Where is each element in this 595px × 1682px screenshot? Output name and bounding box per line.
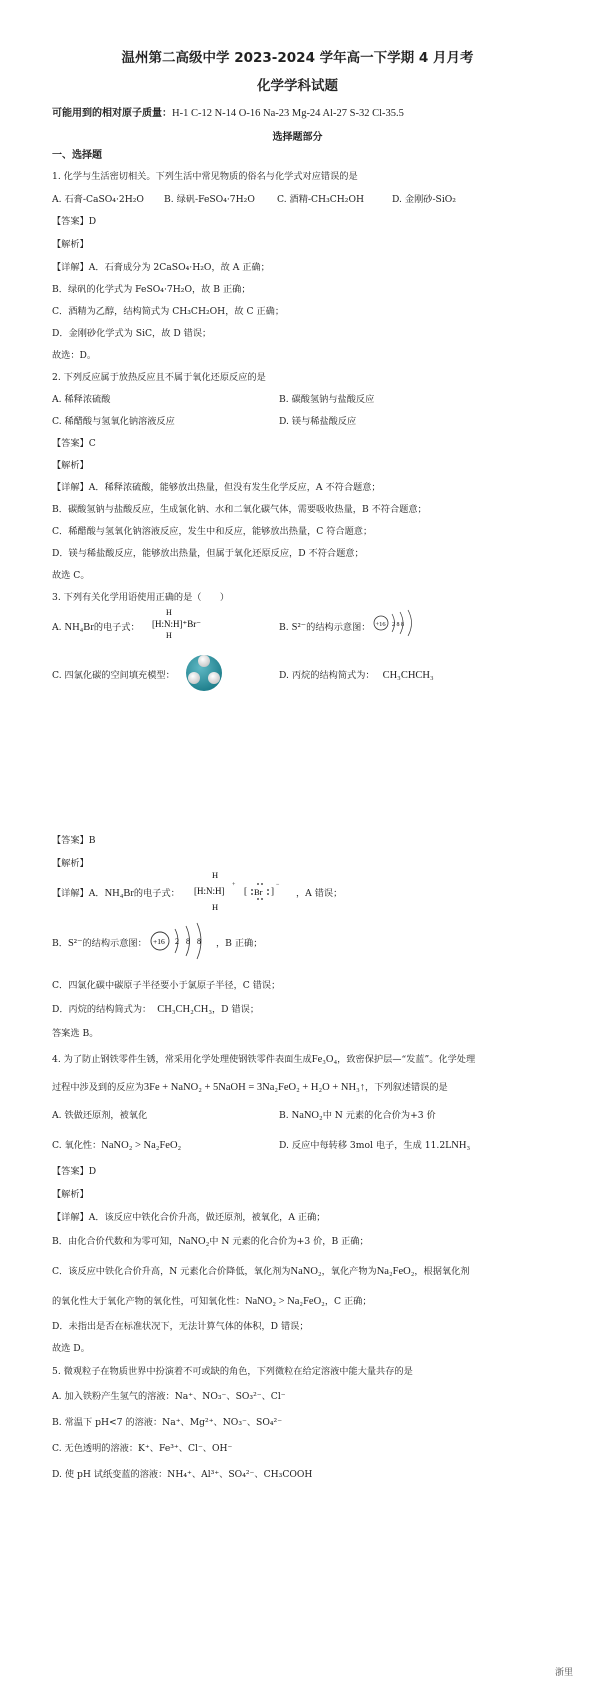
- q4-c-pre: C. 氧化性：: [52, 1140, 102, 1151]
- q3-detail-d: [52, 1004, 259, 1016]
- q1-option-c: C. 酒精-CH₃CH₂OH: [277, 194, 365, 205]
- q3-detail-a-mid: 的电子式：: [133, 888, 180, 899]
- q5-option-d: D. 使 pH 试纸变蓝的溶液：NH₄⁺、Al³⁺、SO₄²⁻、CH₃COOH: [52, 1469, 313, 1480]
- q3-detail-b-tail: ，B 正确；: [216, 938, 263, 949]
- q4-b-post: 中 N 元素的化合价为+3 价: [322, 1110, 436, 1121]
- atomic-mass-label: 可能用到的相对原子质量：: [52, 108, 172, 119]
- q4-option-d: [279, 1140, 470, 1152]
- q3-option-d: [279, 670, 434, 682]
- q4-stem-line2: [52, 1082, 448, 1094]
- q3-option-b: [279, 622, 370, 634]
- q4-detail-c2: [52, 1296, 372, 1308]
- svg-text:+16: +16: [153, 937, 165, 946]
- q3-a-lewis-text: [H:N:H]⁺Br⁻: [152, 619, 201, 629]
- q3-answer: 【答案】B: [52, 835, 96, 846]
- q3-b-nucleus: +16: [375, 621, 386, 628]
- q4-b-pre: B.: [279, 1110, 289, 1121]
- q2-stem: 2. 下列反应属于放热反应且不属于氧化还原反应的是: [52, 372, 266, 383]
- q3-detail-b-mid: 的结构示意图：: [82, 938, 147, 949]
- q3-detail-d-tail: ，D 错误；: [212, 1004, 260, 1015]
- q4-detail-b-pre: B．由化合价代数和为零可知，: [52, 1236, 179, 1247]
- section-title: 一、选择题: [52, 150, 102, 161]
- q4-stem1-post: ，致密保护层—“发蓝”。化学处理: [337, 1054, 476, 1065]
- q3-a-text: 的电子式：: [93, 622, 140, 633]
- q4-stem1-formula: Fe₃O₄: [311, 1054, 338, 1065]
- q4-analysis: 【解析】: [52, 1189, 89, 1200]
- q4-d-pre: D. 反应中每转移 3mol 电子，生成 11.2L: [279, 1140, 452, 1151]
- q1-answer: 【答案】D: [52, 216, 97, 227]
- q4-equation: 3Fe + NaNO₂ + 5NaOH = 3Na₂FeO₂ + H₂O + NH₃↑: [143, 1082, 366, 1093]
- q2-detail-c: C．稀醋酸与氢氧化钠溶液反应，发生中和反应，能够放出热量，C 符合题意；: [52, 526, 373, 537]
- q1-detail-c: C．酒精为乙醇，结构简式为 CH₃CH₂OH，故 C 正确；: [52, 306, 285, 317]
- q2-detail-a: 【详解】A．稀释浓硫酸，能够放出热量，但没有发生化学反应，A 不符合题意；: [52, 482, 381, 493]
- q3-option-a: [52, 622, 140, 634]
- q3-detail-b-pre: B．: [52, 938, 68, 949]
- q3-d-formula: CH₃CHCH₃: [382, 670, 434, 681]
- q3-analysis: 【解析】: [52, 858, 89, 869]
- q2-option-a: A. 稀释浓硫酸: [52, 394, 111, 405]
- q1-detail-d: D．金刚砂化学式为 SiC，故 D 错误；: [52, 328, 212, 339]
- q3-detail-a-pre: 【详解】A．: [52, 888, 105, 899]
- q3-b-label: B.: [279, 622, 289, 633]
- q4-detail-c-pre: C．该反应中铁化合价升高，N 元素化合价降低，氧化剂为: [52, 1266, 291, 1277]
- q4-detail-c-formula2: Na₂FeO₂: [376, 1266, 415, 1277]
- ccl4-space-filling-model: [182, 652, 226, 694]
- q3-a-formula: NH₄Br: [64, 622, 94, 633]
- q4-detail-b-post: 中 N 元素的化合价为+3 价，B 正确；: [209, 1236, 369, 1247]
- q5-option-b: B. 常温下 pH<7 的溶液：Na⁺、Mg²⁺、NO₃⁻、SO₄²⁻: [52, 1417, 283, 1428]
- q4-detail-d: D．未指出是否在标准状况下，无法计算气体的体积，D 错误；: [52, 1321, 309, 1332]
- q3-detail-b-structure-diagram: [148, 918, 216, 964]
- q3-conclusion: 答案选 B。: [52, 1028, 99, 1039]
- q4-detail-c2-formula: NaNO₂ > Na₂FeO₂: [244, 1296, 325, 1307]
- q3-b-structure-diagram: [372, 606, 420, 640]
- svg-text:]: ]: [271, 886, 274, 896]
- q3-stem: 3. 下列有关化学用语使用正确的是（ ）: [52, 592, 230, 603]
- q4-detail-c2-pre: 的氧化性大于氧化产物的氧化性，可知氧化性：: [52, 1296, 245, 1307]
- svg-text:Br: Br: [254, 887, 263, 897]
- q4-option-a: A. 铁做还原剂，被氧化: [52, 1110, 148, 1121]
- q3-a-lewis-diagram: [150, 606, 210, 640]
- q2-option-b: B. 碳酸氢钠与盐酸反应: [279, 394, 375, 405]
- q4-option-b: [279, 1110, 436, 1122]
- q4-detail-c-mid: ，氧化产物为: [321, 1266, 377, 1277]
- svg-text:+: +: [232, 882, 236, 888]
- svg-text:−: −: [276, 882, 280, 888]
- q4-detail-b: [52, 1236, 369, 1248]
- svg-text:H: H: [212, 870, 219, 880]
- atomic-mass-line: [52, 108, 404, 120]
- svg-text:8: 8: [197, 937, 201, 946]
- exam-title: 温州第二高级中学 2023-2024 学年高一下学期 4 月月考: [121, 50, 474, 66]
- q3-option-c: C. 四氯化碳的空间填充模型：: [52, 670, 175, 681]
- q4-option-c: [52, 1140, 181, 1152]
- q4-answer: 【答案】D: [52, 1166, 97, 1177]
- q3-detail-a: [52, 888, 180, 900]
- q2-analysis: 【解析】: [52, 460, 89, 471]
- q3-detail-d-pre: D．丙烷的结构简式为：: [52, 1004, 152, 1015]
- q1-option-d: D. 金刚砂-SiO₂: [392, 194, 456, 205]
- svg-text:H: H: [166, 631, 172, 640]
- exam-subtitle: 化学学科试题: [257, 78, 338, 94]
- q3-detail-a-formula: NH₄Br: [104, 888, 134, 899]
- svg-text:H: H: [166, 608, 172, 617]
- q4-detail-c-formula1: NaNO₂: [290, 1266, 322, 1277]
- q2-conclusion: 故选 C。: [52, 570, 90, 581]
- q3-b-text: 的结构示意图：: [306, 622, 371, 633]
- q3-detail-c: C．四氯化碳中碳原子半径要小于氯原子半径，C 错误；: [52, 980, 281, 991]
- q2-option-d: D. 镁与稀盐酸反应: [279, 416, 357, 427]
- q1-option-a: A. 石膏-CaSO₄·2H₂O: [52, 194, 144, 205]
- q4-detail-b-formula: NaNO₂: [178, 1236, 210, 1247]
- q3-detail-b-ion: S²⁻: [67, 938, 83, 949]
- q3-a-label: A.: [52, 622, 62, 633]
- q1-option-b: B. 绿矾-FeSO₄·7H₂O: [164, 194, 255, 205]
- q1-conclusion: 故选：D。: [52, 350, 97, 361]
- q3-b-shells: 2 8 8: [392, 622, 404, 628]
- q4-conclusion: 故选 D。: [52, 1343, 90, 1354]
- q1-stem: 1. 化学与生活密切相关。下列生活中常见物质的俗名与化学式对应错误的是: [52, 171, 358, 182]
- q4-b-formula: NaNO₂: [291, 1110, 323, 1121]
- q1-analysis: 【解析】: [52, 239, 89, 250]
- q1-detail-a: 【详解】A．石膏成分为 2CaSO₄·H₂O，故 A 正确；: [52, 262, 270, 273]
- q4-c-formula: NaNO₂ > Na₂FeO₂: [101, 1140, 182, 1151]
- q1-detail-b: B．绿矾的化学式为 FeSO₄·7H₂O，故 B 正确；: [52, 284, 251, 295]
- q5-option-c: C. 无色透明的溶液：K⁺、Fe³⁺、Cl⁻、OH⁻: [52, 1443, 233, 1454]
- q4-detail-c-post: ，根据氧化剂: [414, 1266, 470, 1277]
- svg-text:[H:N:H]: [H:N:H]: [194, 886, 225, 896]
- q3-detail-a-tail: ，A 错误；: [296, 888, 343, 899]
- q5-stem: 5. 微观粒子在物质世界中扮演着不可或缺的角色，下列微粒在给定溶液中能大量共存的是: [52, 1366, 413, 1377]
- svg-text:[: [: [244, 886, 247, 896]
- q3-detail-b: [52, 938, 147, 950]
- svg-text:H: H: [212, 902, 219, 912]
- q2-answer: 【答案】C: [52, 438, 96, 449]
- q3-d-text: D. 丙烷的结构简式为：: [279, 670, 375, 681]
- part-title: 选择题部分: [272, 132, 323, 143]
- svg-text:8: 8: [186, 937, 190, 946]
- q2-detail-d: D．镁与稀盐酸反应，能够放出热量，但属于氧化还原反应，D 不符合题意；: [52, 548, 364, 559]
- q5-option-a: A. 加入铁粉产生氢气的溶液：Na⁺、NO₃⁻、SO₃²⁻、Cl⁻: [52, 1391, 286, 1402]
- svg-text:2: 2: [175, 937, 179, 946]
- q4-detail-a: 【详解】A．该反应中铁化合价升高，做还原剂，被氧化，A 正确；: [52, 1212, 326, 1223]
- q4-stem-line1: [52, 1054, 475, 1066]
- q3-detail-d-formula: CH₃CH₂CH₃: [157, 1004, 212, 1015]
- q4-d-formula: NH₃: [451, 1140, 471, 1151]
- atomic-mass-values: H-1 C-12 N-14 O-16 Na-23 Mg-24 Al-27 S-32 Cl-35.5: [172, 108, 404, 119]
- q4-stem1-pre: 4. 为了防止钢铁零件生锈，常采用化学处理使钢铁零件表面生成: [52, 1054, 312, 1065]
- q4-stem2-pre: 过程中涉及到的反应为: [52, 1082, 144, 1093]
- q2-detail-b: B．碳酸氢钠与盐酸反应，生成氯化钠、水和二氧化碳气体，需要吸收热量，B 不符合题意；: [52, 504, 427, 515]
- page-corner-mark: 浙里: [554, 1668, 573, 1678]
- q4-stem2-post: ，下列叙述错误的是: [365, 1082, 448, 1093]
- q2-option-c: C. 稀醋酸与氢氧化钠溶液反应: [52, 416, 175, 427]
- q3-detail-a-lewis-diagram: [192, 868, 294, 912]
- q4-detail-c2-post: ，C 正确；: [324, 1296, 372, 1307]
- q3-b-ion: S²⁻: [291, 622, 307, 633]
- q4-detail-c: [52, 1266, 469, 1278]
